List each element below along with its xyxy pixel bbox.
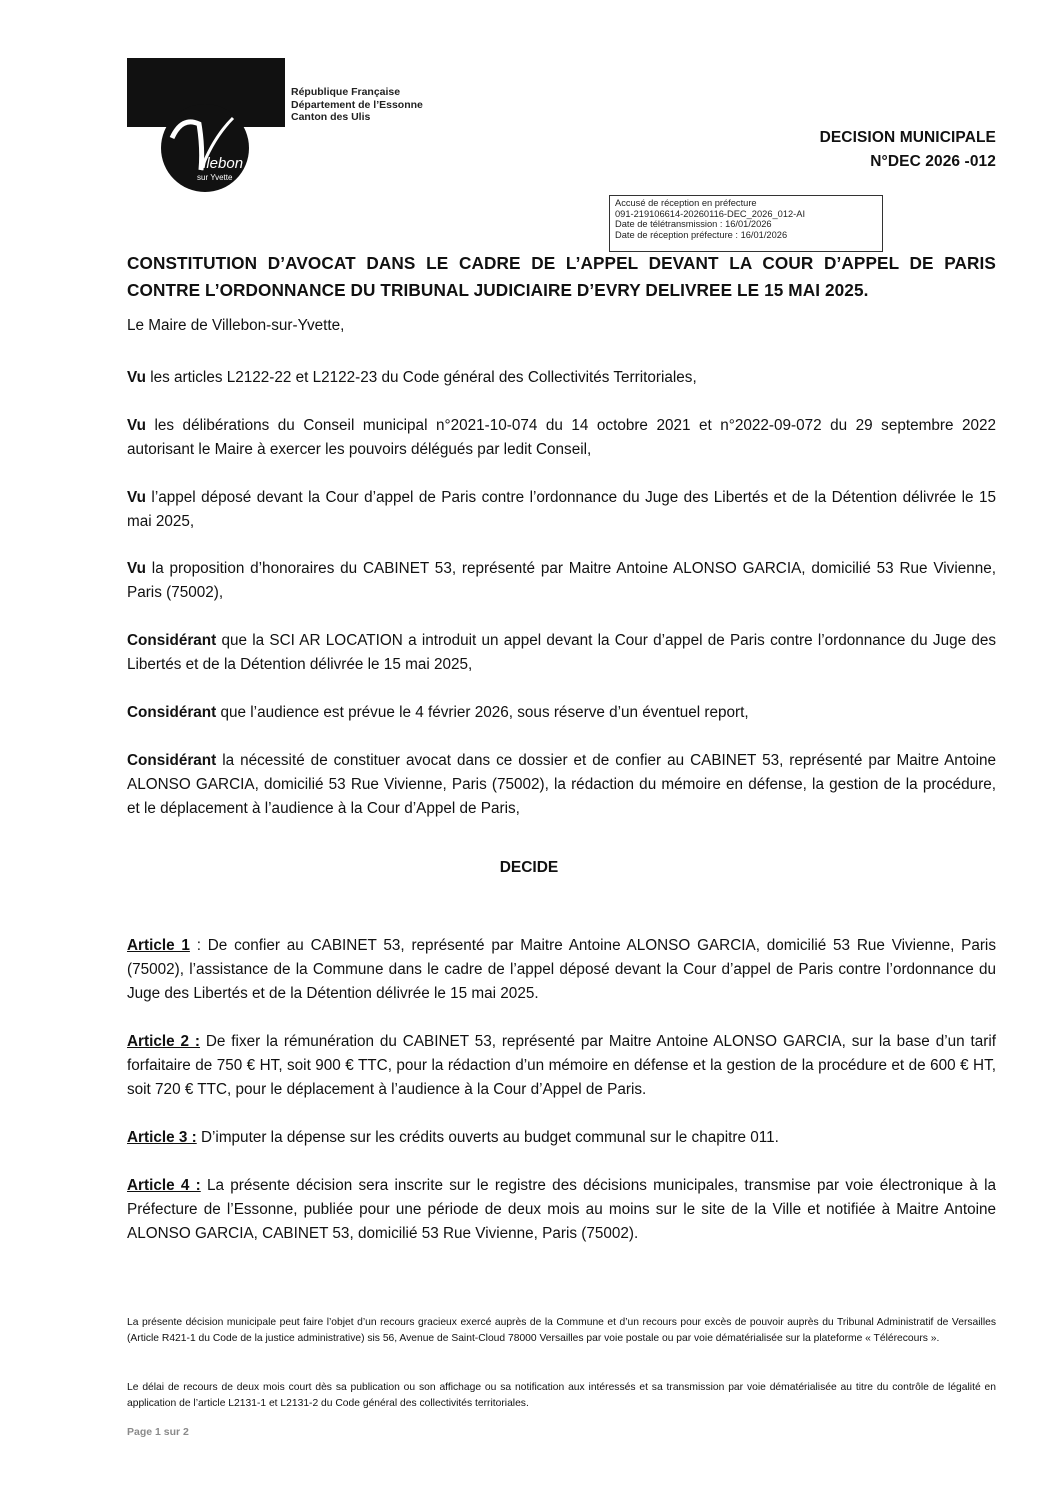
svg-text:sur Yvette: sur Yvette <box>197 173 233 182</box>
document-title <box>127 250 996 304</box>
article-4 <box>127 1174 996 1246</box>
paragraph-lead: Vu <box>127 489 146 506</box>
decision-header <box>820 126 996 174</box>
title-line-2: CONTRE L’ORDONNANCE DU TRIBUNAL JUDICIAIRE D’EVRY DELIVREE LE 15 MAI 2025. <box>127 280 869 300</box>
villebon-logo <box>127 58 285 193</box>
decision-number: N°DEC 2026 -012 <box>870 153 996 170</box>
article-text: D’imputer la dépense sur les crédits ouverts au budget communal sur le chapitre 011. <box>200 1129 779 1146</box>
article-2 <box>127 1030 996 1102</box>
article-label: Article 4 : <box>127 1177 201 1194</box>
paragraph-text: l’appel déposé devant la Cour d’appel de Paris contre l’ordonnance du Juge des Libertés et de la Détention délivrée le 15 mai 2025, <box>127 489 996 530</box>
paragraph-text: les articles L2122-22 et L2122-23 du Code général des Collectivités Territoriales, <box>145 369 697 386</box>
article-separator: : <box>189 937 208 954</box>
article-1 <box>127 934 996 1006</box>
paragraph-lead: Considérant <box>127 632 217 649</box>
title-line-1: CONSTITUTION D’AVOCAT DANS LE CADRE DE L’APPEL DEVANT LA COUR D’APPEL DE PARIS <box>127 253 996 273</box>
stamp-line-reception-date: Date de réception préfecture : 16/01/2026 <box>615 229 788 240</box>
organization-lines <box>291 86 423 124</box>
paragraph-text: que l’audience est prévue le 4 février 2026, sous réserve d’un éventuel report, <box>216 704 749 721</box>
paragraph-lead: Considérant <box>127 704 217 721</box>
preamble-paragraph <box>127 486 996 534</box>
preamble-paragraph <box>127 701 996 725</box>
paragraph-lead: Vu <box>127 369 146 386</box>
org-line-republique: République Française <box>291 86 401 98</box>
preamble-paragraph <box>127 414 996 462</box>
villebon-logo-icon <box>127 58 285 193</box>
paragraph-lead: Vu <box>127 417 146 434</box>
svg-text:llebon: llebon <box>203 155 244 172</box>
article-3 <box>127 1126 996 1150</box>
article-label: Article 1 <box>127 937 190 954</box>
paragraph-text: la proposition d’honoraires du CABINET 53, représenté par Maitre Antoine ALONSO GARCIA, domicilié 53 Rue Vivienne, Paris (75002), <box>127 560 996 601</box>
intro-line: Le Maire de Villebon-sur-Yvette, <box>127 317 345 334</box>
paragraph-lead: Vu <box>127 560 146 577</box>
stamp-line-title: Accusé de réception en préfecture <box>615 198 757 208</box>
preamble-paragraph <box>127 557 996 605</box>
stamp-line-transmission-date: Date de télétransmission : 16/01/2026 <box>615 219 772 229</box>
org-line-departement: Département de l’Essonne <box>291 98 423 111</box>
article-label: Article 2 : <box>127 1033 200 1050</box>
paragraph-text: la nécessité de constituer avocat dans ce dossier et de confier au CABINET 53, représenté par Maitre Antoine ALONSO GARCIA, domicilié 53 Rue Vivienne, Paris (75002), la rédaction du mémoire en défense, la gestion de la procédure, et le déplacement à l’audience à la Cour d’Appel de Paris, <box>127 752 996 817</box>
article-label: Article 3 : <box>127 1129 197 1146</box>
legal-notice-delay: Le délai de recours de deux mois court dès sa publication ou son affichage ou sa notification aux intéressés et sa transmission par voie dématérialisée au titre du contrôle de légalité en application de l’article L2131-1 et L2131-2 du Code général des collectivités territoriales. <box>127 1382 996 1409</box>
prefecture-receipt-stamp <box>609 195 883 252</box>
preamble-paragraph <box>127 749 996 821</box>
org-line-canton: Canton des Ulis <box>291 111 371 123</box>
article-text: La présente décision sera inscrite sur le registre des décisions municipales, transmise par voie électronique à la Préfecture de l’Essonne, publiée pour une période de deux mois au moins sur le site de la Ville et notifiée à Maitre Antoine ALONSO GARCIA, CABINET 53, domicilié 53 Rue Vivienne, Paris (75002). <box>127 1177 996 1242</box>
preamble-paragraph <box>127 629 996 677</box>
article-text: De fixer la rémunération du CABINET 53, représenté par Maitre Antoine ALONSO GARCIA, sur la base d’un tarif forfaitaire de 750 € HT, soit 900 € TTC, pour la rédaction d’un mémoire en défense et la gestion de la procédure et de 600 € HT, soit 720 € TTC, pour le déplacement à l’audience à la Cour d’Appel de Paris. <box>127 1033 997 1098</box>
stamp-line-reference: 091-219106614-20260116-DEC_2026_012-AI <box>615 208 806 219</box>
article-text: De confier au CABINET 53, représenté par Maitre Antoine ALONSO GARCIA, domicilié 53 Rue Vivienne, Paris (75002), l’assistance de la Commune dans le cadre de l’appel déposé devant la Cour d’appel de Paris contre l’ordonnance du Juge des Libertés et de la Détention délivrée le 15 mai 2025. <box>127 937 996 1002</box>
decide-heading: DECIDE <box>499 859 559 876</box>
preamble-paragraph <box>127 366 996 390</box>
page-number: Page 1 sur 2 <box>127 1426 189 1438</box>
decision-type: DECISION MUNICIPALE <box>819 129 996 146</box>
legal-notice-recourse: La présente décision municipale peut faire l’objet d’un recours gracieux exercé auprès de la Commune et d’un recours pour excès de pouvoir auprès du Tribunal Administratif de Versailles (Article R421-1 du Code de la justice administrative) sis 56, Avenue de Saint-Cloud 78000 Versailles par voie postale ou par voie dématérialisée sur la plateforme « Télérecours ». <box>127 1317 996 1344</box>
paragraph-text: que la SCI AR LOCATION a introduit un appel devant la Cour d’appel de Paris contre l’ordonnance du Juge des Libertés et de la Détention délivrée le 15 mai 2025, <box>127 632 996 673</box>
paragraph-text: les délibérations du Conseil municipal n°2021-10-074 du 14 octobre 2021 et n°2022-09-072 du 29 septembre 2022 autorisant le Maire à exercer les pouvoirs délégués par ledit Conseil, <box>127 417 996 458</box>
paragraph-lead: Considérant <box>127 752 217 769</box>
